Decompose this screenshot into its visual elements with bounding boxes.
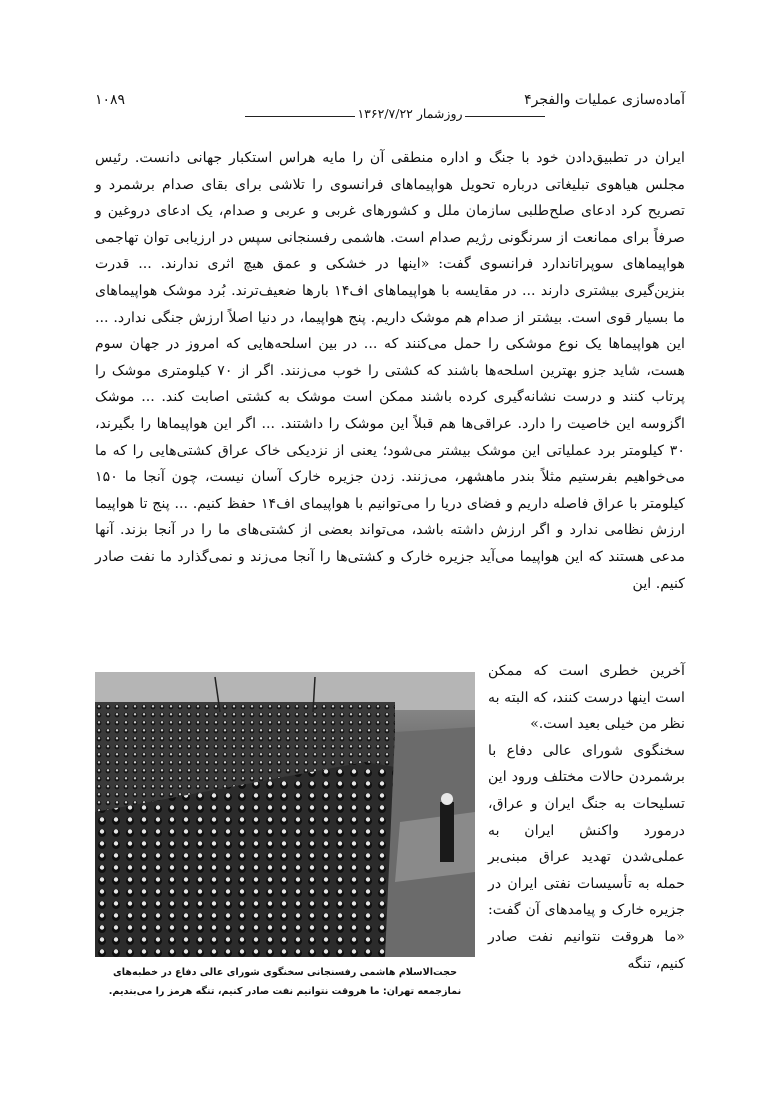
side-paragraph: سخنگوی شورای عالی دفاع با برشمردن حالات مختلف ورود این تسلیحات به جنگ ایران و عراق، درمورد واکنش ایران به عملی‌شدن تهدید عراق مبنی‌بر حمله به تأسیسات نفتی ایران در جزیره خارک و پیامدهای آن گفت: «ما هروقت نتوانیم نفت صادر کنیم، تنگه	[488, 742, 685, 972]
main-text	[95, 145, 685, 597]
page-number: ۱۰۸۹	[95, 92, 126, 108]
paragraph: ایران در تطبیق‌دادن خود با جنگ و اداره منطقی آن را مایه هراس استکبار جهانی دانست. رئیس مجلس هیاهوی تبلیغاتی درباره تحویل هواپیماهای فرانسوی را تلاشی برای بقای صدام برشمرد و تصریح کرد ادعای صلح‌طلبی سازمان ملل و کشورهای غربی و عربی و صدام، یک ادعای دروغین و صرفاً برای ممانعت از سرنگونی رژیم صدام است. هاشمی رفسنجانی سپس در ارزیابی توان تهاجمی هواپیماهای سوپراتاندارد فرانسوی گفت: «اینها در خشکی و عمق هیچ اثری ندارند. ... قدرت بنزین‌گیری بیشتری دارند ... در مقایسه با هواپیماهای اف۱۴ بارها ضعیف‌ترند. بُرد موشک هواپیماهای ما بسیار قوی است. بیشتر از صدام هم موشک داریم. پنج هواپیما، در دنیا اصلاً ارزش جنگی ندارد. ... این هواپیماها یک نوع موشکی را حمل می‌کنند که ... در بین اسلحه‌هایی که امروز در جهان سوم هست، شاید جزو بهترین اسلحه‌ها باشند که کشتی را خوب می‌زنند. اگر از ۷۰ کیلومتری موشک را پرتاب کنند و درست نشانه‌گیری کرده باشند ممکن است موشک به کشتی اصابت کند. ... موشک اگزوسه این خاصیت را دارد. عراقی‌ها هم قبلاً این موشک را داشتند. ... اگر این هواپیماها را بگیرند، ۳۰ کیلومتر برد عملیاتی این موشک بیشتر می‌شود؛ یعنی از نزدیکی خاک عراق کشتی‌هایی را که ما می‌خواهیم بفرستیم مثلاً بندر ماهشهر، می‌زنند. زدن جزیره خارک آسان نیست، چون آنجا ما ۱۵۰ کیلومتر با عراق فاصله داریم و فضای دریا را می‌توانیم با هواپیمای اف۱۴ حفظ کنیم. ... پنج تا هواپیما ارزش نظامی ندارد و اگر ارزش داشته باشد، می‌تواند بعضی از کشتی‌های ما را در آنجا بزند. آنها مدعی هستند که این هواپیما می‌آید جزیره خارک و کشتی‌ها را آنجا می‌زند و نمی‌گذارد ما نفت صادر کنیم. این	[95, 150, 685, 592]
figure-caption: حجت‌الاسلام هاشمی رفسنجانی سخنگوی شورای عالی دفاع در خطبه‌های نمازجمعه تهران: ما هروقت نتوانیم نفت صادر کنیم، تنگه هرمز را می‌بندیم.	[108, 967, 462, 997]
header-rule-left	[245, 116, 355, 117]
crowd-photo	[95, 672, 475, 957]
diary-date: روزشمار ۱۳۶۲/۷/۲۲	[357, 106, 463, 121]
side-paragraph: آخرین خطری است که ممکن است اینها درست کنند، که البته به نظر من خیلی بعید است.»	[488, 663, 685, 733]
figure	[95, 672, 475, 1001]
page-header	[95, 92, 685, 120]
book-title: آماده‌سازی عملیات والفجر۴	[524, 92, 685, 108]
header-rule-right	[465, 116, 545, 117]
diary-date-row	[245, 106, 545, 120]
side-text	[488, 658, 685, 977]
